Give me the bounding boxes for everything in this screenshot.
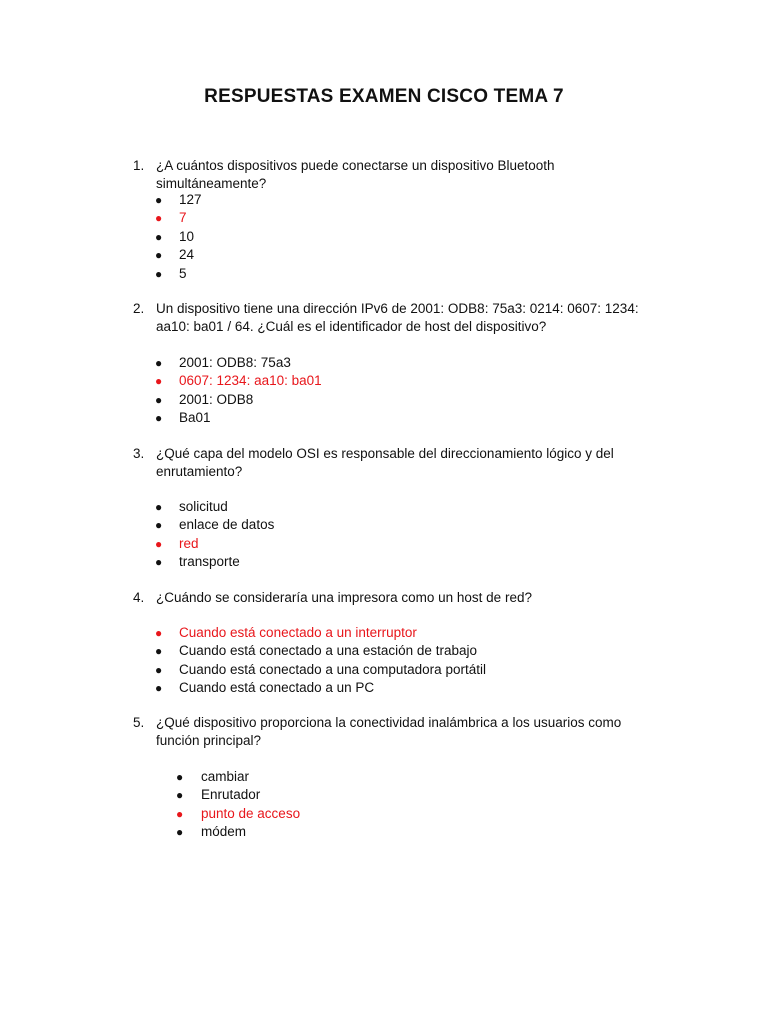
- answer-option-correct: [0, 372, 600, 390]
- answer-label: Cuando está conectado a una estación de trabajo: [179, 643, 477, 659]
- answer-option: [0, 768, 600, 786]
- bullet-icon: ●: [155, 555, 163, 570]
- bullet-icon: ●: [155, 536, 163, 551]
- answer-label: 7: [179, 210, 187, 226]
- answer-option-correct: [0, 805, 600, 823]
- bullet-icon: ●: [155, 518, 163, 533]
- question-number: 2.: [133, 301, 145, 316]
- answer-options: [0, 191, 600, 283]
- answer-options: [0, 768, 600, 842]
- answer-label: transporte: [179, 554, 240, 570]
- answer-label: red: [179, 535, 199, 551]
- bullet-icon: ●: [155, 681, 163, 696]
- answer-label: 127: [179, 192, 202, 207]
- bullet-icon: ●: [155, 500, 163, 514]
- bullet-icon: ●: [155, 193, 163, 207]
- bullet-icon: ●: [155, 392, 163, 407]
- question-text: ¿Qué capa del modelo OSI es responsable del direccionamiento lógico y del enrutamiento?: [156, 446, 614, 479]
- answer-label: 10: [179, 228, 195, 244]
- question-text: Un dispositivo tiene una dirección IPv6 de 2001: ODB8: 75a3: 0214: 0607: 1234: aa10: ba01 / 64. ¿Cuál es el identificador de host del dispositivo?: [156, 301, 639, 334]
- answer-option: [0, 516, 600, 534]
- answer-option: [0, 642, 600, 660]
- answer-label: 0607: 1234: aa10: ba01: [179, 373, 322, 389]
- answer-option: [0, 679, 600, 697]
- bullet-icon: ●: [176, 806, 184, 821]
- question-text: ¿Cuándo se consideraría una impresora como un host de red?: [156, 590, 532, 605]
- answer-option: [0, 391, 600, 409]
- answer-options: [0, 624, 600, 698]
- bullet-icon: ●: [155, 662, 163, 677]
- document-title: RESPUESTAS EXAMEN CISCO TEMA 7: [204, 86, 564, 107]
- question-number: 4.: [133, 590, 145, 605]
- answer-option: [0, 354, 600, 372]
- answer-option: [0, 553, 600, 571]
- answer-option: [0, 228, 600, 246]
- answer-label: Cuando está conectado a un PC: [179, 680, 375, 696]
- answer-option-correct: [0, 209, 600, 227]
- answer-label: enlace de datos: [179, 517, 275, 533]
- answer-label: Cuando está conectado a un interruptor: [179, 625, 417, 640]
- question-number: 1.: [133, 158, 145, 173]
- answer-label: 2001: ODB8: 75a3: [179, 355, 291, 370]
- bullet-icon: ●: [176, 788, 184, 803]
- bullet-icon: ●: [155, 411, 163, 426]
- answer-option: [0, 661, 600, 679]
- answer-option-correct: [0, 624, 600, 642]
- bullet-icon: ●: [155, 374, 163, 389]
- answer-label: 2001: ODB8: [179, 391, 254, 407]
- answer-label: 5: [179, 265, 187, 281]
- answer-label: Enrutador: [201, 787, 261, 803]
- question-number: 5.: [133, 715, 145, 730]
- bullet-icon: ●: [176, 770, 184, 784]
- answer-option: [0, 498, 600, 516]
- answer-label: 24: [179, 247, 195, 263]
- answer-label: solicitud: [179, 499, 228, 514]
- answer-option: [0, 823, 600, 841]
- bullet-icon: ●: [176, 825, 184, 840]
- answer-label: Ba01: [179, 410, 211, 426]
- question-text: ¿A cuántos dispositivos puede conectarse un dispositivo Bluetooth simultáneamente?: [156, 158, 555, 191]
- bullet-icon: ●: [155, 248, 163, 263]
- answer-options: [0, 354, 600, 428]
- answer-options: [0, 498, 600, 572]
- bullet-icon: ●: [155, 229, 163, 244]
- bullet-icon: ●: [155, 644, 163, 659]
- bullet-icon: ●: [155, 626, 163, 640]
- answer-option: [0, 265, 600, 283]
- question-number: 3.: [133, 446, 145, 461]
- answer-label: cambiar: [201, 769, 250, 784]
- answer-option: [0, 409, 600, 427]
- answer-option-correct: [0, 535, 600, 553]
- question-text: ¿Qué dispositivo proporciona la conectividad inalámbrica a los usuarios como función principal?: [156, 715, 622, 748]
- bullet-icon: ●: [155, 356, 163, 370]
- answer-option: [0, 191, 600, 209]
- answer-option: [0, 246, 600, 264]
- answer-label: Cuando está conectado a una computadora portátil: [179, 661, 486, 677]
- answer-option: [0, 786, 600, 804]
- bullet-icon: ●: [155, 266, 163, 281]
- answer-label: módem: [201, 824, 247, 840]
- bullet-icon: ●: [155, 211, 163, 226]
- answer-label: punto de acceso: [201, 805, 301, 821]
